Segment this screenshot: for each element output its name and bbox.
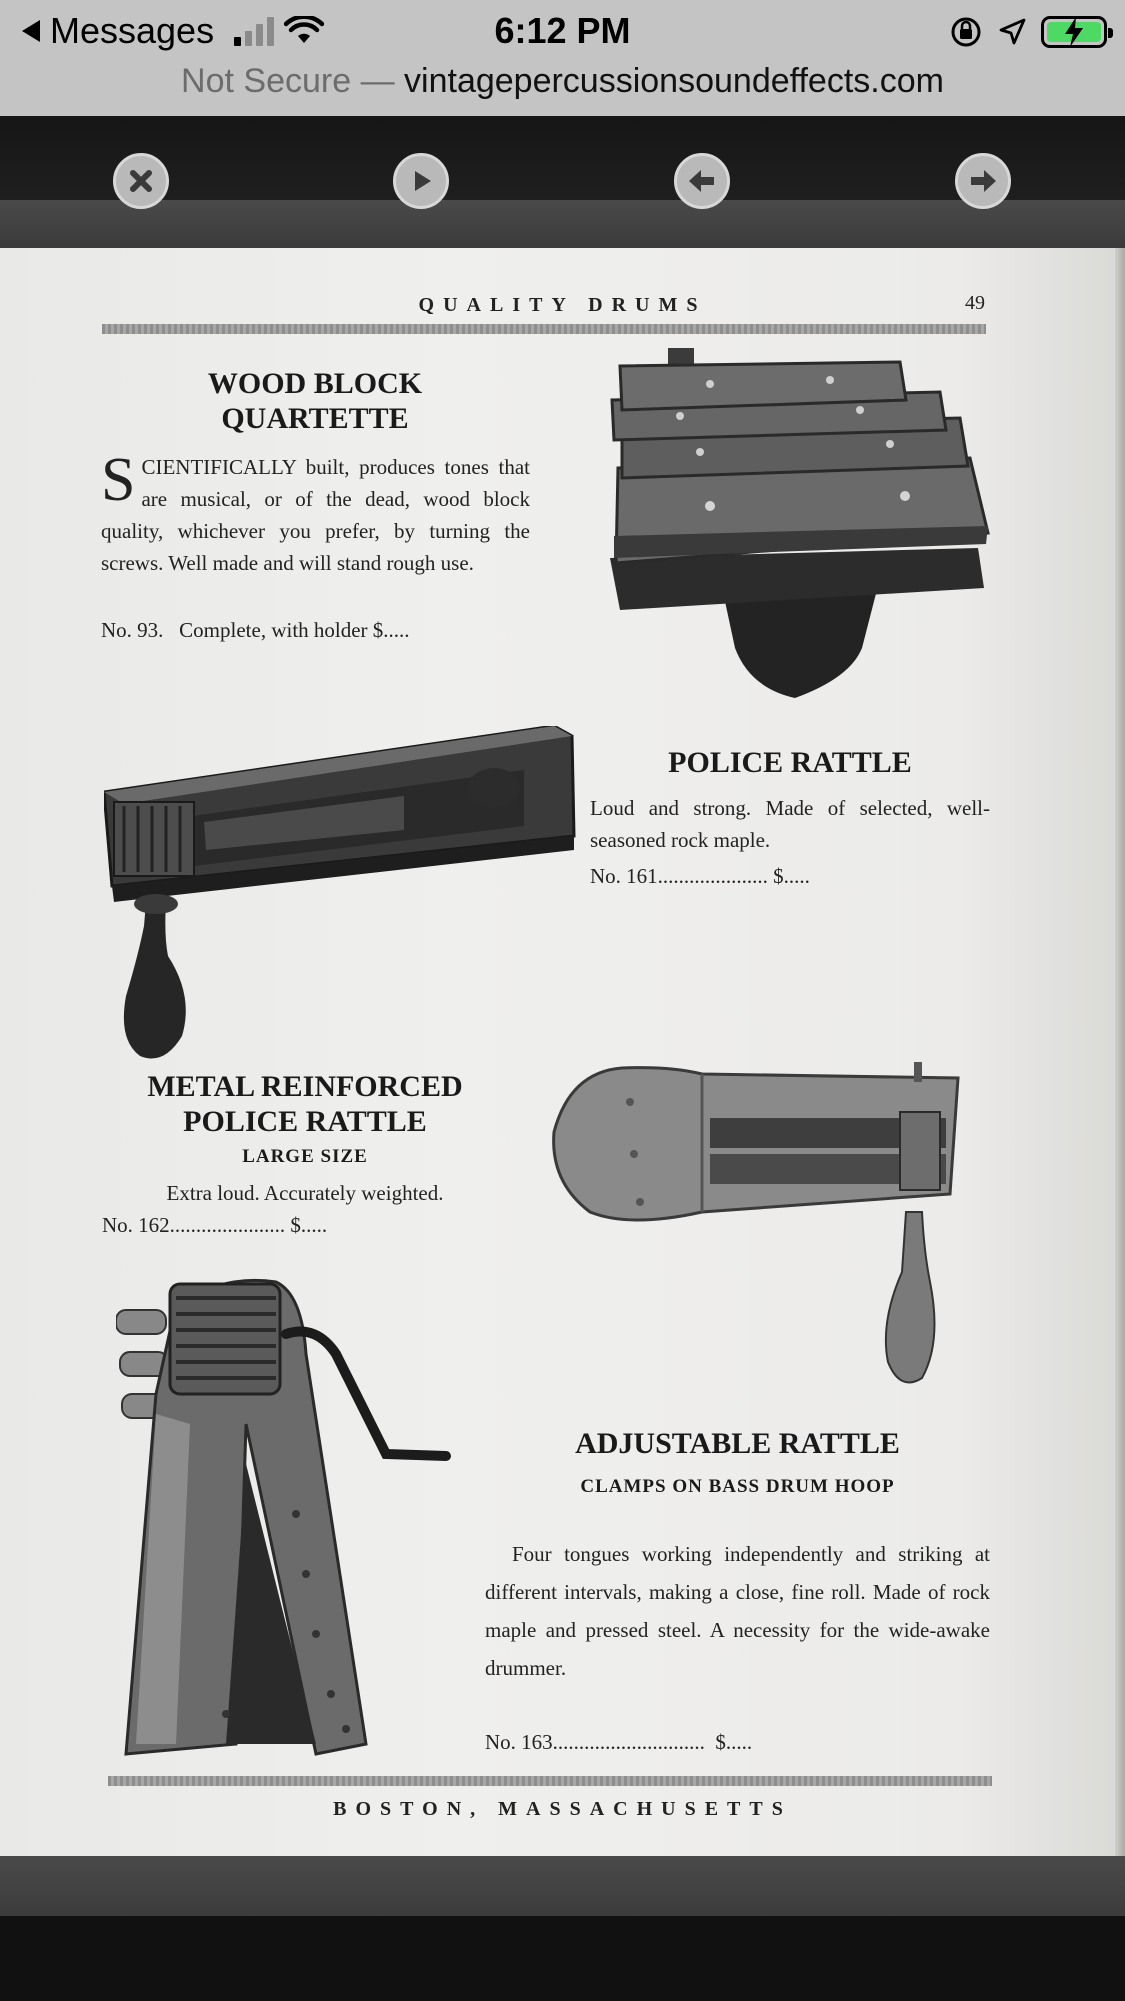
wood-block-catalog-line: No. 93. Complete, with holder $..... — [101, 618, 410, 642]
close-icon — [126, 166, 156, 196]
metal-reinforced-rattle-illustration — [550, 1062, 970, 1392]
wood-block-body: CIENTIFICALLY built, produces tones that are musical, or of the dead, wood block quality, whichever you prefer, by turning the screws. Well made and will stand rough use. — [101, 455, 530, 575]
running-head: QUALITY DRUMS — [418, 294, 707, 316]
police-rattle-illustration — [104, 726, 584, 1068]
wood-block-description — [101, 446, 530, 579]
next-arrow-icon — [967, 166, 999, 196]
adjustable-rattle-illustration — [116, 1274, 456, 1770]
metal-rattle-catalog-line: No. 162...................... $..... — [102, 1213, 328, 1237]
viewer-bottom-strip — [0, 1856, 1125, 1916]
close-button[interactable] — [113, 153, 169, 209]
page-edge — [1115, 248, 1125, 1856]
play-icon — [406, 166, 436, 196]
wood-block-title-line1: WOOD BLOCK — [207, 367, 423, 400]
metal-rattle-description: Extra loud. Accurately weighted. — [166, 1181, 444, 1205]
orientation-lock-icon — [949, 15, 983, 49]
adjustable-rattle-title: ADJUSTABLE RATTLE — [575, 1427, 900, 1460]
police-rattle-title: POLICE RATTLE — [668, 746, 912, 779]
catalog-page-scan — [0, 248, 1125, 1856]
police-rattle-catalog-line: No. 161..................... $..... — [590, 864, 810, 888]
address-bar[interactable] — [0, 58, 1125, 104]
drop-cap: S — [101, 446, 136, 514]
back-app-label: Messages — [50, 10, 215, 51]
play-slideshow-button[interactable] — [393, 153, 449, 209]
viewer-bottom-bar — [0, 1916, 1125, 2001]
footer-rule — [108, 1776, 992, 1786]
adjustable-rattle-subtitle: CLAMPS ON BASS DRUM HOOP — [580, 1476, 895, 1497]
metal-rattle-title — [100, 1069, 510, 1140]
location-arrow-icon — [997, 17, 1027, 47]
clock-time: 6:12 PM — [494, 10, 631, 51]
url-host: vintagepercussionsoundeffects.com — [404, 62, 944, 100]
page-number: 49 — [965, 292, 985, 314]
next-button[interactable] — [955, 153, 1011, 209]
adjustable-rattle-description: Four tongues working independently and striking at different intervals, making a close, fine roll. Made of rock maple and pressed steel. A necessity for the wide-awake drummer. — [485, 1542, 990, 1680]
viewer-toolbar-divider — [0, 200, 1125, 248]
previous-arrow-icon — [686, 166, 718, 196]
metal-rattle-title-line2: POLICE RATTLE — [183, 1105, 427, 1139]
previous-button[interactable] — [674, 153, 730, 209]
page-footer: BOSTON, MASSACHUSETTS — [333, 1798, 792, 1820]
wood-block-title-line2: QUARTETTE — [221, 402, 409, 436]
battery-charging-icon — [1041, 16, 1107, 48]
metal-rattle-subtitle: LARGE SIZE — [242, 1146, 368, 1167]
metal-rattle-title-line1: METAL REINFORCED — [147, 1070, 463, 1103]
status-bar — [0, 0, 1125, 116]
wood-block-title — [100, 366, 530, 437]
header-rule — [102, 324, 986, 334]
status-icons — [949, 12, 1107, 52]
not-secure-label: Not Secure — — [181, 62, 395, 100]
police-rattle-description: Loud and strong. Made of selected, well-seasoned rock maple. — [590, 796, 990, 852]
adjustable-rattle-catalog-line: No. 163............................. $..... — [485, 1730, 753, 1754]
wood-block-quartette-illustration — [600, 348, 990, 710]
